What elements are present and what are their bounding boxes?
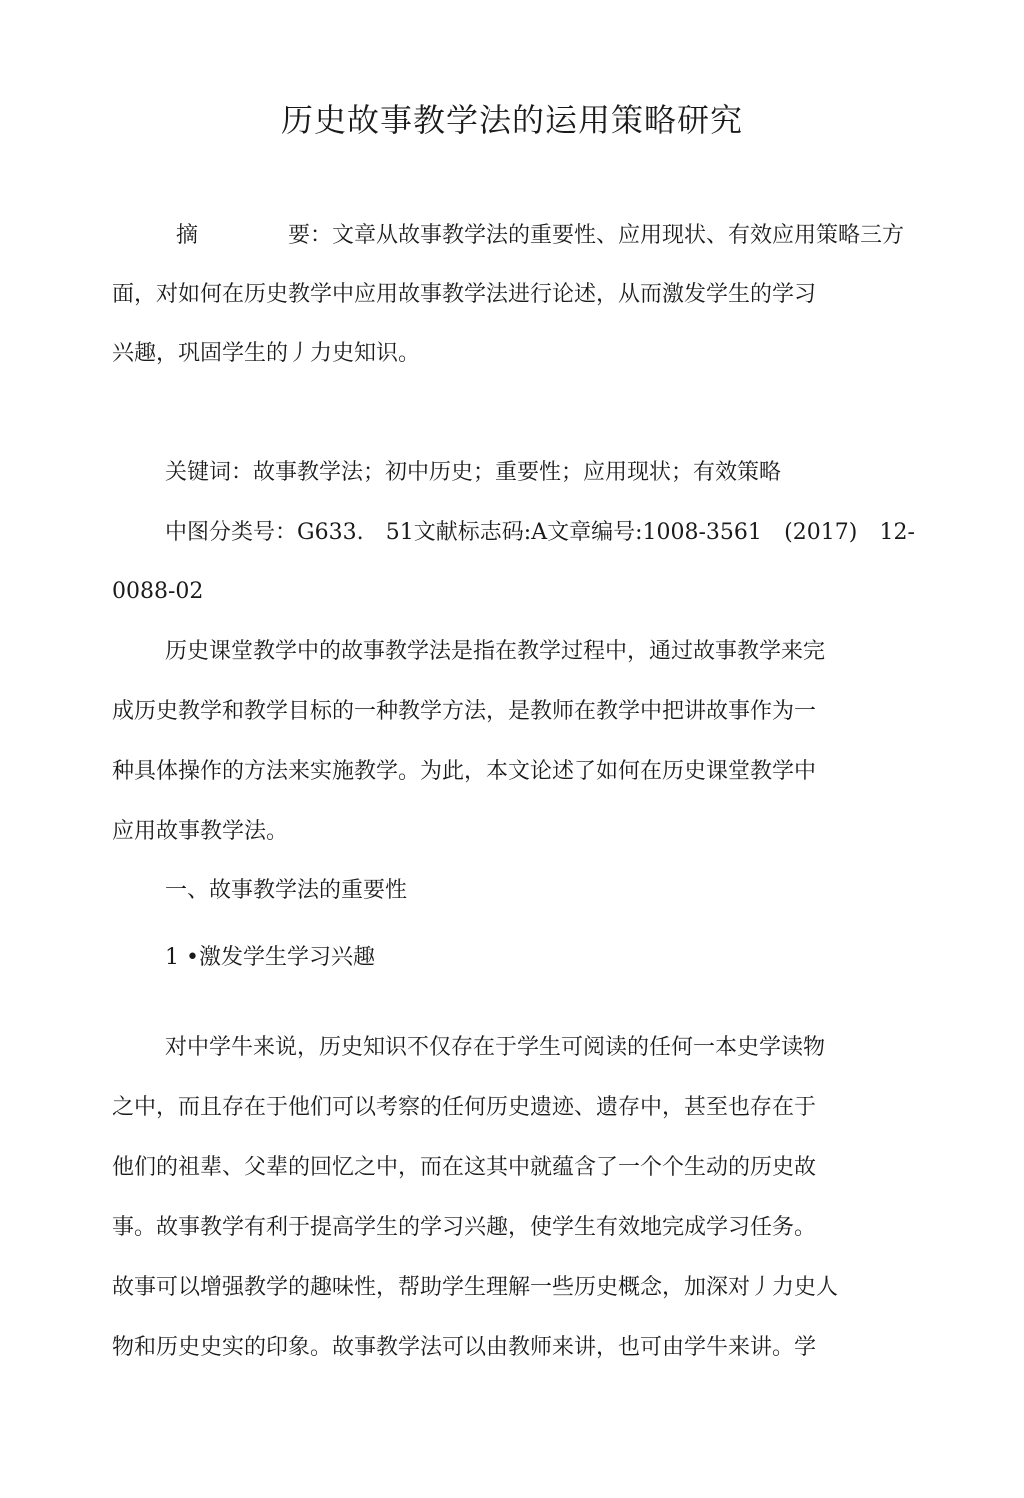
- intro-line-3: 种具体操作的方法来实施教学。为此，本文论述了如何在历史课堂教学中: [112, 759, 817, 784]
- classification-part-4: 12-: [879, 520, 915, 545]
- para1-line-2: 之中，而且存在于他们可以考察的任何历史遗迹、遗存中，甚至也存在于: [112, 1095, 817, 1120]
- classification-part-1: 中图分类号：G633.: [165, 520, 364, 545]
- abstract-text-1: 文章从故事教学法的重要性、应用现状、有效应用策略三方: [332, 223, 905, 248]
- abstract-line-2: 面，对如何在历史教学中应用故事教学法进行论述，从而激发学生的学习: [112, 282, 817, 307]
- abstract-line-1: [176, 221, 904, 251]
- para1-line-3: 他们的祖辈、父辈的回忆之中，而在这其中就蕴含了一个个生动的历史故: [112, 1155, 817, 1180]
- intro-line-1: 历史课堂教学中的故事教学法是指在教学过程中，通过故事教学来完: [165, 639, 826, 664]
- section-heading-1: 一、故事教学法的重要性: [165, 878, 408, 903]
- abstract-label-left: 摘: [176, 223, 199, 248]
- para1-line-1: 对中学牛来说，历史知识不仅存在于学生可阅读的任何一本史学读物: [165, 1035, 826, 1060]
- classification-part-3: (2017): [784, 520, 858, 545]
- paper-title: 历史故事教学法的运用策略研究: [280, 101, 743, 139]
- para1-line-6: 物和历史史实的印象。故事教学法可以由教师来讲，也可由学牛来讲。学: [112, 1335, 817, 1360]
- subsection-heading-1: 1 •激发学生学习兴趣: [165, 945, 375, 970]
- para1-line-4: 事。故事教学有利于提高学生的学习兴趣，使学生有效地完成学习任务。: [112, 1215, 817, 1240]
- abstract-label-right: 要：: [288, 223, 333, 248]
- keywords: 关键词：故事教学法；初中历史；重要性；应用现状；有效策略: [165, 460, 782, 485]
- intro-line-4: 应用故事教学法。: [112, 819, 289, 844]
- classification-continued: 0088-02: [112, 579, 204, 604]
- abstract-line-3: 兴趣，巩固学生的丿力史知识。: [112, 341, 421, 366]
- classification-row: [165, 518, 915, 548]
- intro-line-2: 成历史教学和教学目标的一种教学方法，是教师在教学中把讲故事作为一: [112, 699, 817, 724]
- para1-line-5: 故事可以增强教学的趣味性，帮助学生理解一些历史概念，加深对丿力史人: [112, 1275, 839, 1300]
- classification-part-2: 51文献标志码:A文章编号:1008-3561: [385, 520, 762, 545]
